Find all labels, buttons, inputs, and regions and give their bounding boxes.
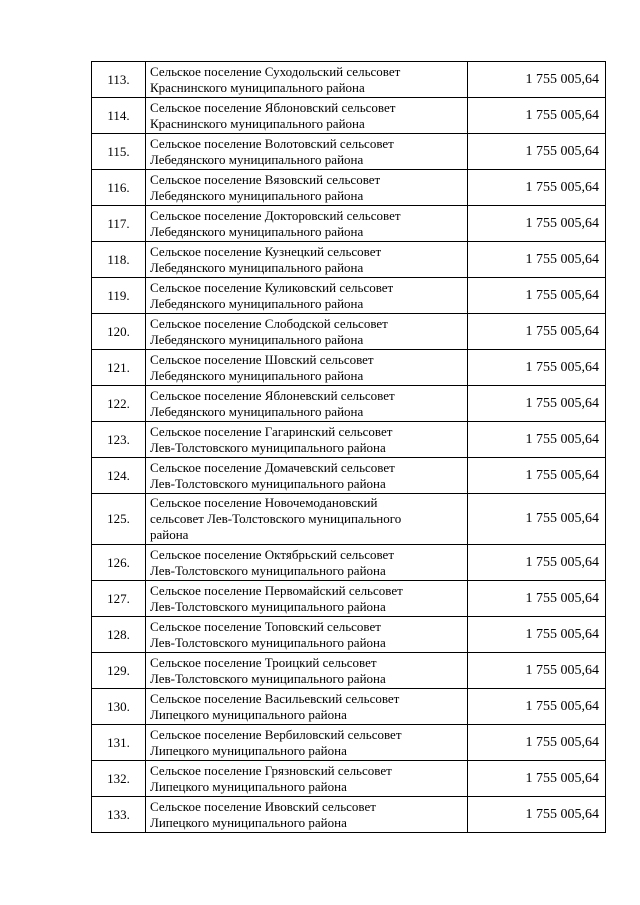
- amount-value: 1 755 005,64: [468, 581, 606, 617]
- settlement-name: [146, 134, 468, 170]
- settlement-name-text: Сельское поселение Суходольский сельсовет Краснинского муниципального района: [150, 63, 401, 95]
- table-row: [92, 545, 606, 581]
- settlement-name-text: Сельское поселение Докторовский сельсовет Лебедянского муниципального района: [150, 207, 401, 239]
- settlement-name-text: Сельское поселение Топовский сельсовет Лев-Толстовского муниципального района: [150, 618, 386, 650]
- settlement-name: [146, 494, 468, 545]
- table-row: [92, 98, 606, 134]
- table-row: [92, 170, 606, 206]
- table-row: [92, 689, 606, 725]
- row-number: 116.: [92, 170, 146, 206]
- row-number: 130.: [92, 689, 146, 725]
- settlement-name-text: Сельское поселение Волотовский сельсовет Лебедянского муниципального района: [150, 135, 394, 167]
- amount-value: 1 755 005,64: [468, 458, 606, 494]
- row-number: 113.: [92, 62, 146, 98]
- settlement-name-text: Сельское поселение Куликовский сельсовет Лебедянского муниципального района: [150, 279, 394, 311]
- table-row: [92, 134, 606, 170]
- amount-value: 1 755 005,64: [468, 797, 606, 833]
- row-number: 122.: [92, 386, 146, 422]
- amount-value: 1 755 005,64: [468, 278, 606, 314]
- row-number: 123.: [92, 422, 146, 458]
- settlement-name-text: Сельское поселение Васильевский сельсовет Липецкого муниципального района: [150, 690, 400, 722]
- settlement-name-text: Сельское поселение Гагаринский сельсовет Лев-Толстовского муниципального района: [150, 423, 393, 455]
- amount-value: 1 755 005,64: [468, 134, 606, 170]
- settlement-name: [146, 170, 468, 206]
- settlement-name: [146, 206, 468, 242]
- amount-value: 1 755 005,64: [468, 725, 606, 761]
- amount-value: 1 755 005,64: [468, 689, 606, 725]
- table-row: [92, 386, 606, 422]
- settlement-name: [146, 422, 468, 458]
- amount-value: 1 755 005,64: [468, 386, 606, 422]
- settlement-name-text: Сельское поселение Троицкий сельсовет Лев-Толстовского муниципального района: [150, 654, 386, 686]
- settlement-name-text: Сельское поселение Вербиловский сельсовет Липецкого муниципального района: [150, 726, 402, 758]
- settlement-name-text: Сельское поселение Новочемодановский сельсовет Лев-Толстовского муниципального района: [150, 495, 402, 542]
- settlement-name: [146, 386, 468, 422]
- table-row: [92, 62, 606, 98]
- settlement-name: [146, 797, 468, 833]
- row-number: 124.: [92, 458, 146, 494]
- table-row: [92, 422, 606, 458]
- row-number: 129.: [92, 653, 146, 689]
- amount-value: 1 755 005,64: [468, 242, 606, 278]
- row-number: 121.: [92, 350, 146, 386]
- amount-value: 1 755 005,64: [468, 314, 606, 350]
- settlement-name-text: Сельское поселение Кузнецкий сельсовет Лебедянского муниципального района: [150, 243, 382, 275]
- row-number: 118.: [92, 242, 146, 278]
- amount-value: 1 755 005,64: [468, 170, 606, 206]
- settlement-name-text: Сельское поселение Ивовский сельсовет Липецкого муниципального района: [150, 798, 376, 830]
- table-row: [92, 725, 606, 761]
- amount-value: 1 755 005,64: [468, 545, 606, 581]
- row-number: 133.: [92, 797, 146, 833]
- settlement-name: [146, 458, 468, 494]
- settlement-name-text: Сельское поселение Слободской сельсовет Лебедянского муниципального района: [150, 315, 388, 347]
- settlement-name: [146, 653, 468, 689]
- allocation-table: [91, 61, 606, 833]
- settlement-name: [146, 242, 468, 278]
- row-number: 120.: [92, 314, 146, 350]
- settlement-name: [146, 545, 468, 581]
- settlement-name-text: Сельское поселение Яблоновский сельсовет Краснинского муниципального района: [150, 99, 396, 131]
- settlement-name-text: Сельское поселение Вязовский сельсовет Лебедянского муниципального района: [150, 171, 381, 203]
- row-number: 125.: [92, 494, 146, 545]
- settlement-name: [146, 725, 468, 761]
- amount-value: 1 755 005,64: [468, 350, 606, 386]
- table-row: [92, 458, 606, 494]
- table-row: [92, 206, 606, 242]
- table-row: [92, 581, 606, 617]
- settlement-name-text: Сельское поселение Яблоневский сельсовет Лебедянского муниципального района: [150, 387, 395, 419]
- settlement-name: [146, 314, 468, 350]
- table-row: [92, 761, 606, 797]
- amount-value: 1 755 005,64: [468, 761, 606, 797]
- table-row: [92, 278, 606, 314]
- row-number: 132.: [92, 761, 146, 797]
- amount-value: 1 755 005,64: [468, 98, 606, 134]
- row-number: 131.: [92, 725, 146, 761]
- settlement-name: [146, 98, 468, 134]
- table-row: [92, 242, 606, 278]
- amount-value: 1 755 005,64: [468, 653, 606, 689]
- row-number: 117.: [92, 206, 146, 242]
- settlement-name-text: Сельское поселение Домачевский сельсовет Лев-Толстовского муниципального района: [150, 459, 395, 491]
- settlement-name: [146, 350, 468, 386]
- table-row: [92, 797, 606, 833]
- row-number: 127.: [92, 581, 146, 617]
- settlement-name-text: Сельское поселение Шовский сельсовет Лебедянского муниципального района: [150, 351, 374, 383]
- amount-value: 1 755 005,64: [468, 206, 606, 242]
- amount-value: 1 755 005,64: [468, 494, 606, 545]
- row-number: 114.: [92, 98, 146, 134]
- row-number: 119.: [92, 278, 146, 314]
- table-row: [92, 653, 606, 689]
- table-row: [92, 494, 606, 545]
- settlement-name: [146, 62, 468, 98]
- row-number: 126.: [92, 545, 146, 581]
- settlement-name-text: Сельское поселение Первомайский сельсовет Лев-Толстовского муниципального района: [150, 582, 403, 614]
- table-body: [92, 62, 606, 833]
- settlement-name: [146, 278, 468, 314]
- row-number: 115.: [92, 134, 146, 170]
- table-row: [92, 350, 606, 386]
- settlement-name: [146, 689, 468, 725]
- amount-value: 1 755 005,64: [468, 62, 606, 98]
- settlement-name-text: Сельское поселение Октябрьский сельсовет Лев-Толстовского муниципального района: [150, 546, 395, 578]
- table-row: [92, 314, 606, 350]
- settlement-name: [146, 581, 468, 617]
- settlement-name: [146, 761, 468, 797]
- amount-value: 1 755 005,64: [468, 617, 606, 653]
- row-number: 128.: [92, 617, 146, 653]
- table-row: [92, 617, 606, 653]
- settlement-name: [146, 617, 468, 653]
- amount-value: 1 755 005,64: [468, 422, 606, 458]
- settlement-name-text: Сельское поселение Грязновский сельсовет Липецкого муниципального района: [150, 762, 392, 794]
